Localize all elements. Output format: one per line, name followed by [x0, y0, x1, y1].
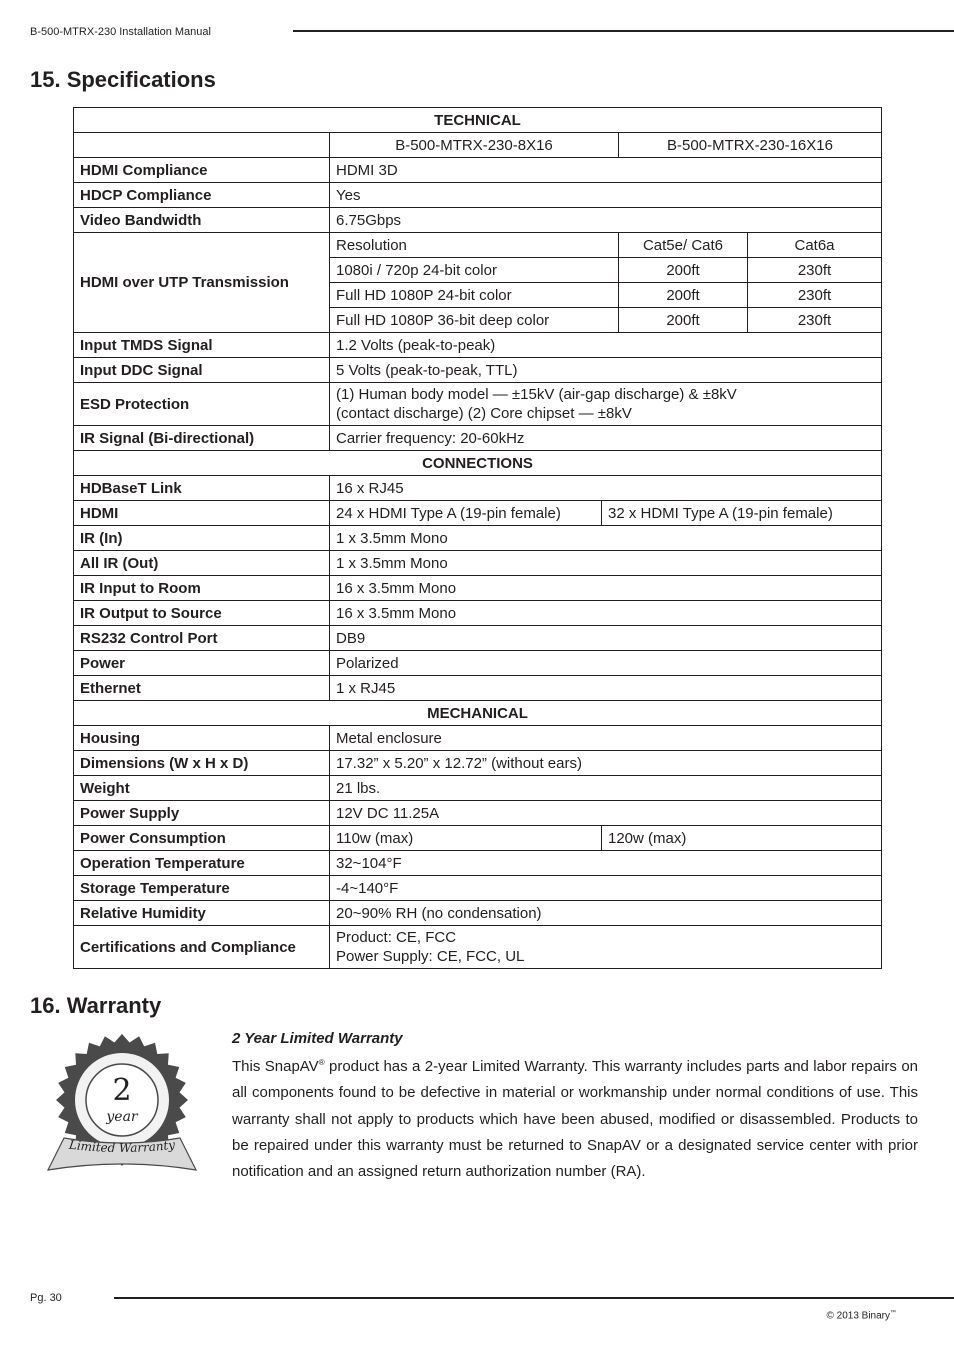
- registered-mark: ®: [318, 1058, 325, 1067]
- footer-rule: [114, 1297, 954, 1299]
- table-section-header: [74, 108, 882, 133]
- specifications-title: 15. Specifications: [30, 67, 216, 92]
- table-row: [74, 526, 882, 551]
- row-label: HDBaseT Link: [74, 476, 330, 501]
- utp-cat6a-distance: 230ft: [748, 258, 882, 283]
- utp-header-cat6a: Cat6a: [748, 233, 882, 258]
- model-16x16-header: B-500-MTRX-230-16X16: [619, 133, 882, 158]
- warranty-section: [232, 1028, 918, 1185]
- row-value: 20~90% RH (no condensation): [330, 901, 882, 926]
- table-row: [74, 501, 882, 526]
- table-row: [74, 183, 882, 208]
- badge-number: 2: [112, 1073, 132, 1108]
- row-label: Relative Humidity: [74, 901, 330, 926]
- certifications-line-2: Power Supply: CE, FCC, UL: [336, 948, 525, 965]
- table-row: [74, 626, 882, 651]
- warranty-text: [232, 1050, 918, 1185]
- row-value: HDMI 3D: [330, 158, 882, 183]
- row-label: Power Supply: [74, 801, 330, 826]
- utp-resolution: Full HD 1080P 36-bit deep color: [330, 308, 619, 333]
- warranty-text-body: product has a 2-year Limited Warranty. This warranty includes parts and labor repairs on all components found to be defective in material or workmanship under normal conditions of use. This warranty shall not apply to products which have been abused, modified or disassembled. Products to be repaired under this warranty must be returned to SnapAV or a designated service center with prior notification and an assigned return authorization number (RA).: [232, 1058, 919, 1181]
- warranty-badge-icon: [44, 1030, 200, 1180]
- esd-line-2: (contact discharge) (2) Core chipset — ±8kV: [336, 405, 632, 422]
- certifications-line-1: Product: CE, FCC: [336, 929, 457, 946]
- table-row: [74, 826, 882, 851]
- badge-banner-label: Limited Warranty: [68, 1137, 176, 1156]
- row-label: IR Input to Room: [74, 576, 330, 601]
- row-value: 16 x RJ45: [330, 476, 882, 501]
- row-value: 1 x 3.5mm Mono: [330, 526, 882, 551]
- table-row: [74, 208, 882, 233]
- row-value: 6.75Gbps: [330, 208, 882, 233]
- power-consumption-16x16: 120w (max): [602, 826, 882, 851]
- row-label: HDMI over UTP Transmission: [74, 233, 330, 333]
- table-row: [74, 476, 882, 501]
- utp-resolution: Full HD 1080P 24-bit color: [330, 283, 619, 308]
- model-header-row: [74, 133, 882, 158]
- table-row: [74, 751, 882, 776]
- row-value: 5 Volts (peak-to-peak, TTL): [330, 358, 882, 383]
- model-8x16-header: B-500-MTRX-230-8X16: [330, 133, 619, 158]
- row-label: Dimensions (W x H x D): [74, 751, 330, 776]
- copyright-text: © 2013 Binary: [826, 1310, 890, 1322]
- utp-header-cat5e: Cat5e/ Cat6: [619, 233, 748, 258]
- row-label: Housing: [74, 726, 330, 751]
- row-value: 16 x 3.5mm Mono: [330, 601, 882, 626]
- utp-header-resolution: Resolution: [330, 233, 619, 258]
- row-label: Operation Temperature: [74, 851, 330, 876]
- row-label: Power Consumption: [74, 826, 330, 851]
- row-label: IR Signal (Bi-directional): [74, 426, 330, 451]
- warranty-text-start: This SnapAV: [232, 1058, 319, 1075]
- row-value: -4~140°F: [330, 876, 882, 901]
- row-value: [330, 383, 882, 426]
- table-row: [74, 926, 882, 969]
- row-label: Input DDC Signal: [74, 358, 330, 383]
- utp-cat6a-distance: 230ft: [748, 308, 882, 333]
- table-row: [74, 851, 882, 876]
- table-row: [74, 551, 882, 576]
- row-value: 17.32” x 5.20” x 12.72” (without ears): [330, 751, 882, 776]
- table-row: [74, 726, 882, 751]
- table-row: [74, 801, 882, 826]
- row-label: Video Bandwidth: [74, 208, 330, 233]
- row-value: [330, 926, 882, 969]
- table-row: [74, 601, 882, 626]
- row-value: 1 x 3.5mm Mono: [330, 551, 882, 576]
- empty-cell: [74, 133, 330, 158]
- table-section-header: [74, 701, 882, 726]
- row-value: Yes: [330, 183, 882, 208]
- row-value: 1 x RJ45: [330, 676, 882, 701]
- row-label: IR (In): [74, 526, 330, 551]
- trademark-mark: ™: [890, 1310, 896, 1316]
- row-label: RS232 Control Port: [74, 626, 330, 651]
- table-row: [74, 576, 882, 601]
- row-value: Carrier frequency: 20-60kHz: [330, 426, 882, 451]
- connections-heading: CONNECTIONS: [74, 451, 882, 476]
- table-row: [74, 776, 882, 801]
- technical-heading: TECHNICAL: [74, 108, 882, 133]
- utp-cat6a-distance: 230ft: [748, 283, 882, 308]
- row-value: DB9: [330, 626, 882, 651]
- table-row: [74, 876, 882, 901]
- row-value: 21 lbs.: [330, 776, 882, 801]
- row-label: HDMI: [74, 501, 330, 526]
- table-row: [74, 358, 882, 383]
- row-value: Polarized: [330, 651, 882, 676]
- table-row: [74, 383, 882, 426]
- utp-resolution: 1080i / 720p 24-bit color: [330, 258, 619, 283]
- table-row: [74, 426, 882, 451]
- table-row: [74, 333, 882, 358]
- row-label: All IR (Out): [74, 551, 330, 576]
- table-row: [74, 158, 882, 183]
- table-row: [74, 901, 882, 926]
- row-label: Certifications and Compliance: [74, 926, 330, 969]
- warranty-title: 16. Warranty: [30, 993, 162, 1018]
- row-label: HDCP Compliance: [74, 183, 330, 208]
- row-label: Input TMDS Signal: [74, 333, 330, 358]
- row-value: Metal enclosure: [330, 726, 882, 751]
- page-number: Pg. 30: [30, 1292, 62, 1304]
- row-label: IR Output to Source: [74, 601, 330, 626]
- badge-unit: year: [106, 1109, 138, 1125]
- table-row: [74, 233, 882, 258]
- row-value: 12V DC 11.25A: [330, 801, 882, 826]
- specifications-table: [73, 107, 882, 969]
- utp-cat5e-distance: 200ft: [619, 258, 748, 283]
- table-row: [74, 676, 882, 701]
- document-header-title: B-500-MTRX-230 Installation Manual: [30, 26, 211, 38]
- row-label: Ethernet: [74, 676, 330, 701]
- mechanical-heading: MECHANICAL: [74, 701, 882, 726]
- row-label: Power: [74, 651, 330, 676]
- row-label: ESD Protection: [74, 383, 330, 426]
- table-row: [74, 651, 882, 676]
- table-section-header: [74, 451, 882, 476]
- row-value: 16 x 3.5mm Mono: [330, 576, 882, 601]
- esd-line-1: (1) Human body model — ±15kV (air-gap discharge) & ±8kV: [336, 386, 737, 403]
- row-value: 1.2 Volts (peak-to-peak): [330, 333, 882, 358]
- header-rule: [293, 30, 954, 32]
- hdmi-16x16-value: 32 x HDMI Type A (19-pin female): [602, 501, 882, 526]
- power-consumption-8x16: 110w (max): [330, 826, 602, 851]
- row-value: 32~104°F: [330, 851, 882, 876]
- copyright: [826, 1310, 896, 1321]
- hdmi-8x16-value: 24 x HDMI Type A (19-pin female): [330, 501, 602, 526]
- row-label: Weight: [74, 776, 330, 801]
- utp-cat5e-distance: 200ft: [619, 283, 748, 308]
- utp-cat5e-distance: 200ft: [619, 308, 748, 333]
- row-label: HDMI Compliance: [74, 158, 330, 183]
- row-label: Storage Temperature: [74, 876, 330, 901]
- warranty-subtitle: 2 Year Limited Warranty: [232, 1030, 403, 1047]
